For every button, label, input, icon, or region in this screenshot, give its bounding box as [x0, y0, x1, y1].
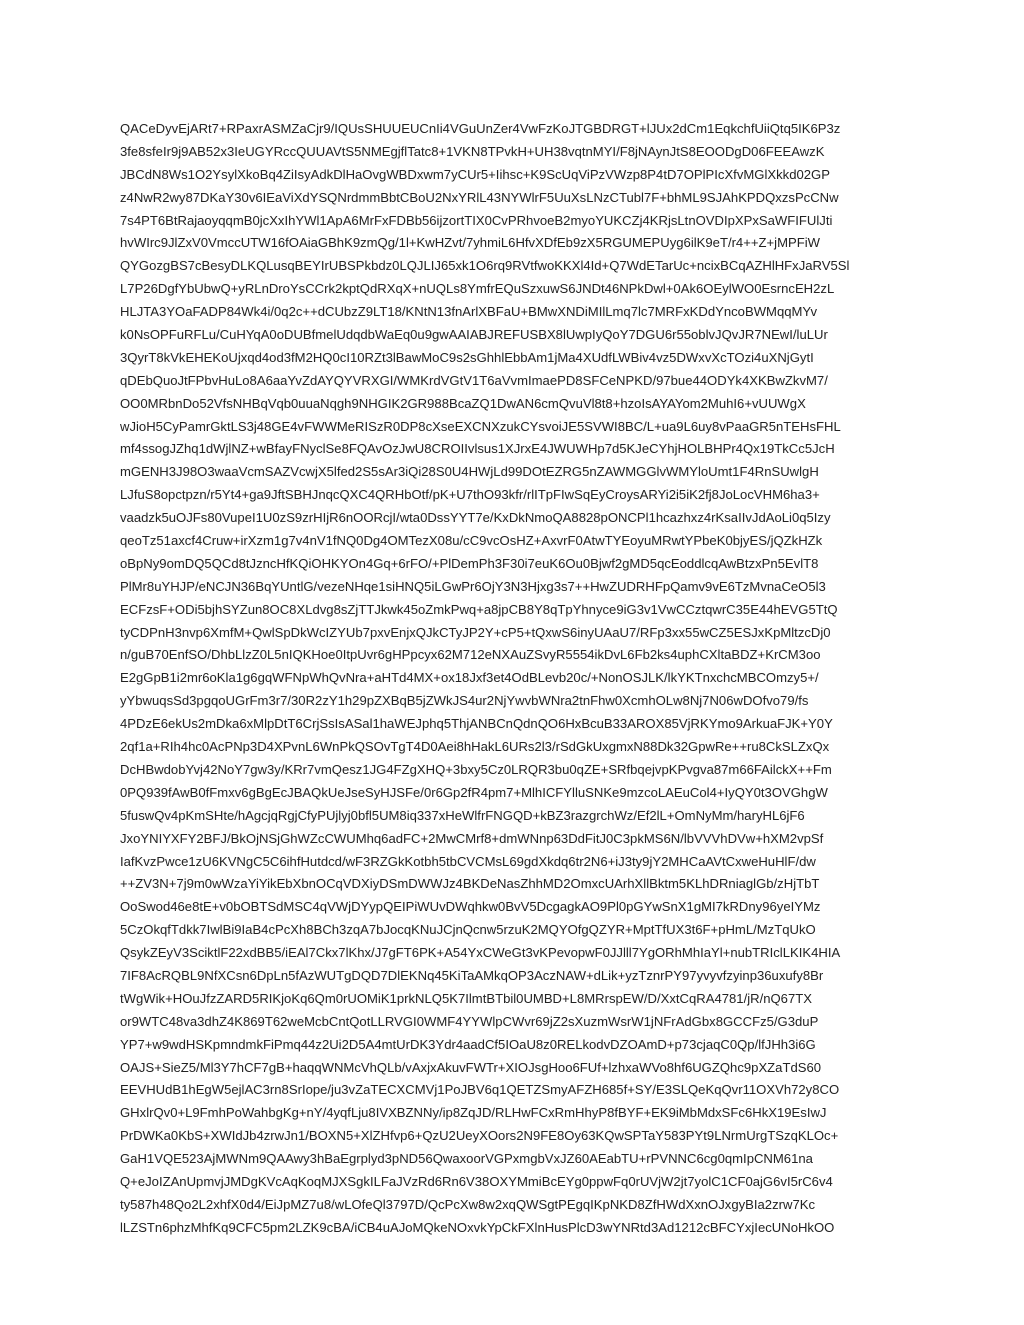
text-line: 7IF8AcRQBL9NfXCsn6DpLn5fAzWUTgDQD7DlEKNq45KiTaAMkqOP3AczNAW+dLik+yzTznrPY97yvyvfzyinp36uxufy8Br: [120, 967, 824, 983]
text-line: 3fe8sfeIr9j9AB52x3IeUGYRccQUUAVtS5NMEgjflTatc8+1VKN8TPvkH+UH38vqtnMYI/F8jNAynJtS8EOODgD06FEEAwzK: [120, 143, 825, 159]
text-line: qeoTz51axcf4Cruw+irXzm1g7v4nV1fNQ0Dg4OMTezX08u/cC9vcOsHZ+AxvrF0AtwTYEoyuMRwtYPbeK0bjyES/jQZkHZk: [120, 533, 823, 549]
text-line: z4NwR2wy87DKaY30v6IEaViXdYSQNrdmmBbtCBoU2NxYRlL43NYWlrF5UuXsLNzCTubl7F+bhML9SJAhKPDQxzsPcCNw: [120, 189, 839, 205]
text-line: tWgWik+HOuJfzZARD5RIKjoKq6Qm0rUOMiK1prkNLQ5K7IlmtBTbil0UMBD+L8MRrspEW/D/XxtCqRA4781/jR/nQ67TX: [120, 990, 812, 1006]
text-line: JBCdN8Ws1O2YsylXkoBq4ZiIsyAdkDlHaOvgWBDxwm7yCUr5+Iihsc+K9ScUqViPzVWzp8P4tD7OPlPIcXfvMGlXkkd02GP: [120, 166, 830, 182]
text-line: mGENH3J98O3waaVcmSAZVcwjX5lfed2S5sAr3iQi28S0U4HWjLd99DOtEZRG5nZAWMGGlvWMYloUmt1F4RnSUwlgH: [120, 464, 819, 480]
text-line: OoSwod46e8tE+v0bOBTSdMSC4qVWjDYypQEIPiWUvDWqhkw0BvV5DcgagkAO9Pl0pGYwSnX1gMI7kRDny96yeIYMz: [120, 899, 821, 915]
text-line: PlMr8uYHJP/eNCJN36BqYUntlG/vezeNHqe1siHNQ5iLGwPr6OjY3N3Hjxg3s7++HwZUDRHFpQamv9vE6TzMvnaCeO5l3: [120, 578, 826, 594]
text-line: QACeDyvEjARt7+RPaxrASMZaCjr9/IQUsSHUUEUCnIi4VGuUnZer4VwFzKoJTGBDRGT+lJUx2dCm1EqkchfUiiQtq5IK6P3z: [120, 121, 841, 136]
text-line: ty587h48Qo2L2xhfX0d4/EiJpMZ7u8/wLOfeQl3797D/QcPcXw8w2xqQWSgtPEgqIKpNKD8ZfHWdXxnOJxgyBIa2zrw7Kc: [120, 1196, 816, 1212]
text-line: 5fuswQv4pKmSHte/hAgcjqRgjCfyPUjlyj0bfl5UM8iq337xHeWlfrFNGQD+kBZ3razgrchWz/Ef2lL+OmNyMm/haryHL6jF6: [120, 807, 805, 823]
text-line: DcHBwdobYvj42NoY7gw3y/KRr7vmQesz1JG4FZgXHQ+3bxy5Cz0LRQR3bu0qZE+SRfbqejvpKPvgva87m66FAilckX++Fm: [120, 761, 832, 777]
text-line: 4PDzE6ekUs2mDka6xMlpDtT6CrjSsIsASal1haWEJphq5ThjANBCnQdnQO6HxBcuB33AROX85VjRKYmo9ArkuaFJK+Y0Y: [120, 716, 833, 732]
text-line: 5CzOkqfTdkk7IwlBi9IaB4cPcXh8BCh3zqA7bJocqKNuJCjnQcnw5rzuK2MQYOfgQZYR+MptTfUX3t6F+pHmL/MzTqUkO: [120, 922, 816, 938]
text-line: hvWIrc9JlZxV0VmccUTW16fOAiaGBhK9zmQg/1l+KwHZvt/7yhmiL6HfvXDfEb9zX5RGUMEPUyg6ilK9eT/r4++Z+jMPFiW: [120, 235, 820, 251]
text-line: QYGozgBS7cBesyDLKQLusqBEYIrUBSPkbdz0LQJLIJ65xk1O6rq9RVtfwoKKXl4Id+Q7WdETarUc+ncixBCqAZHlHFxJaRV5Sl: [120, 258, 850, 274]
text-line: lLZSTn6phzMhfKq9CFC5pm2LZK9cBA/iCB4uAJoMQkeNOxvkYpCkFXlnHusPlcD3wYNRtd3Ad1212cBFCYxjIecUNoHkOO: [120, 1219, 835, 1235]
text-line: E2gGpB1i2mr6oKla1g6gqWFNpWhQvNra+aHTd4MX+ox18Jxf3et4OdBLevb20c/+NonOSJLK/lkYKTnxchcMBCOmzy5+/: [120, 670, 819, 686]
text-line: ECFzsF+ODi5bjhSYZun8OC8XLdvg8sZjTTJkwk45oZmkPwq+a8jpCB8Y8qTpYhnyce9iG3v1VwCCztqwrC35E44hEVG5TtQ: [120, 601, 838, 617]
text-line: GaH1VQE523AjMWNm9QAAwy3hBaEgrplyd3pND56QwaxoorVGPxmgbVxJZ60AEabTU+rPVNNC6cg0qmIpCNM61na: [120, 1151, 813, 1167]
text-line: OAJS+SieZ5/Ml3Y7hCF7gB+haqqWNMcVhQLb/vAxjxAkuvFWTr+XIOJsgHoo6FUf+lzhxaWVo8hf6UGZQhc9pXZaTdS60: [120, 1059, 822, 1075]
text-line: PrDWKa0KbS+XWIdJb4zrwJn1/BOXN5+XlZHfvp6+QzU2UeyXOors2N9FE8Oy63KQwSPTaY583PYt9LNrmUrgTSzqKLOc+: [120, 1128, 839, 1144]
text-line: HLJTA3YOaFADP84Wk4i/0q2c++dCUbzZ9LT18/KNtN13fnArlXBFaU+BMwXNDiMIlLmq7lc7MRFxKDdYncoBWMqqMYv: [120, 304, 817, 320]
encoded-text-block: [120, 118, 910, 1240]
text-line: YP7+w9wdHSKpmndmkFiPmq44z2Ui2D5A4mtUrDK3Ydr4aadCf5IOaU8z0RELkodvDZOAmD+p73cjaqC0Qp/lfJHh3i6G: [120, 1036, 816, 1052]
text-line: LJfuS8opctpzn/r5Yt4+ga9JftSBHJnqcQXC4QRHbOtf/pK+U7thO93kfr/rlITpFIwSqEyCroysARYi2i5iK2fj8JoLocVHM6ha3+: [120, 487, 820, 503]
text-line: 2qf1a+RIh4hc0AcPNp3D4XPvnL6WnPkQSOvTgT4D0Aei8hHakL6URs2l3/rSdGkUxgmxN88Dk32GpwRe++ru8CkSLZxQx: [120, 739, 830, 755]
text-line: OO0MRbnDo52VfsNHBqVqb0uuaNqgh9NHGIK2GR988BcaZQ1DwAN6cmQvuVl8t8+hzoIsAYAYom2MuhI6+vUUWgX: [120, 395, 806, 411]
text-line: yYbwuqsSd3pgqoUGrFm3r7/30R2zY1h29pZXBqB5jZWkJS4ur2NjYwvbWNra2tnFhw0XcmhOLw8Nj7N06wDOfvo79/fs: [120, 693, 809, 709]
text-line: k0NsOPFuRFLu/CuHYqA0oDUBfmelUdqdbWaEq0u9gwAAIABJREFUSBX8lUwpIyQoY7DGU6r55oblvJQvJR7NEwI/luLUr: [120, 327, 828, 343]
text-line: JxoYNIYXFY2BFJ/BkOjNSjGhWZcCWUMhq6adFC+2MwCMrf8+dmWNnp63DdFitJ0C3pkMS6N/lbVVVhDVw+hXM2vpSf: [120, 830, 824, 846]
text-line: QsykZEyV3SciktlF22xdBB5/iEAl7Ckx7lKhx/J7gFT6PK+A54YxCWeGt3vKPevopwF0JJlll7YgORhMhIaYl+nubTRIclLKIK4HIA: [120, 945, 841, 961]
text-line: IafKvzPwce1zU6KVNgC5C6ihfHutdcd/wF3RZGkKotbh5tbCVCMsL69gdXkdq6tr2N6+iJ3ty9jY2MHCaAVtCxweHuHlF/dw: [120, 853, 816, 869]
text-line: 7s4PT6BtRajaoyqqmB0jcXxIhYWl1ApA6MrFxFDBb56ijzortTIX0CvPRhvoeB2myoYUKCZj4KRjsLtnOVDIpXPxSaWFIFUlJti: [120, 212, 833, 228]
text-line: qDEbQuoJtFPbvHuLo8A6aaYvZdAYQYVRXGI/WMKrdVGtV1T6aVvmImaePD8SFCeNPKD/97bue44ODYk4XKBwZkvM7/: [120, 372, 828, 388]
text-line: n/guB70EnfSO/DhbLlzZ0L5nIQKHoe0ItpUvr6gHPpcyx62M712eNXAuZSvyR5554ikDvL6Fb2ks4uphCXltaBDZ+KrCM3oo: [120, 647, 821, 663]
text-line: L7P26DgfYbUbwQ+yRLnDroYsCCrk2kptQdRXqX+nUQLs8YmfrEQuSzxuwS6JNDt46NPkDwl+0Ak6OEylWO0EsrncEH2zL: [120, 281, 835, 297]
text-line: mf4ssogJZhq1dWjlNZ+wBfayFNyclSe8FQAvOzJwU8CROIIvlsus1XJrxE4JWUWHp7d5KJeCYhjHOLBHPr4Qx19TkCc5JcH: [120, 441, 835, 457]
text-line: wJioH5CyPamrGktLS3j48GE4vFWWMeRISzR0DP8cXseEXCNXzukCYsvoiJE5SVWI8BC/L+ua9L6uy8vPaaGR5nTEHsFHL: [120, 418, 841, 434]
text-line: GHxlrQv0+L9FmhPoWahbgKg+nY/4yqfLju8IVXBZNNy/ip8ZqJD/RLHwFCxRmHhyP8fBYF+EK9iMbMdxSFc6HkX19EsIwJ: [120, 1105, 827, 1121]
text-line: vaadzk5uOJFs80VupeI1U0zS9zrHIjR6nOORcjI/wta0DssYYT7e/KxDkNmoQA8828pONCPl1hcazhxz4rKsaIIvJdAoLi0q5Izy: [120, 510, 831, 526]
text-line: or9WTC48va3dhZ4K869T62weMcbCntQotLLRVGI0WMF4YYWlpCWvr69jZ2sXuzmWsrW1jNFrAdGbx8GCCFz5/G3duP: [120, 1013, 819, 1029]
text-line: oBpNy9omDQ5QCd8tJzncHfKQiOHKYOn4Gq+6rFO/+PlDemPh3F30i7euK6Ou0Bjwf2gMD5qcEoddlcqAwBtzxPn5EvlT8: [120, 555, 819, 571]
text-line: ++ZV3N+7j9m0wWzaYiYikEbXbnOCqVDXiyDSmDWWJz4BKDeNasZhhMD2OmxcUArhXllBktm5KLhDRniaglGb/zHjTbT: [120, 876, 820, 892]
text-line: tyCDPnH3nvp6XmfM+QwlSpDkWcIZYUb7pxvEnjxQJkCTyJP2Y+cP5+tQxwS6inyUAaU7/RFp3xx55wCZ5ESJxKpMltzcDj0: [120, 624, 831, 640]
text-line: 0PQ939fAwB0fFmxv6gBgEcJBAQkUeJseSyHJSFe/0r6Gp2fR4pm7+MlhICFYlluSNKe9mzcoLAEuCol4+IyQY0t3OVGhgW: [120, 784, 828, 800]
text-line: Q+eJoIZAnUpmvjJMDgKVcAqKoqMJXSgkILFaJVzRd6Rn6V38OXYMmiBcEYg0ppwFq0rUVjW2jt7yolC1CF0ajG6vI5rC6v4: [120, 1173, 833, 1189]
text-line: EEVHUdB1hEgW5ejlAC3rn8SrIope/ju3vZaTECXCMVj1PoJBV6q1QETZSmyAFZH685f+SY/E3SLQeKqQvr11OXVh72y8CO: [120, 1082, 840, 1098]
text-line: 3QyrT8kVkEHEKoUjxqd4od3fM2HQ0cI10RZt3lBawMoC9s2sGhhlEbbAm1jMa4XUdfLWBiv4vz5DWxvXcTOzi4uXNjGytI: [120, 349, 814, 365]
